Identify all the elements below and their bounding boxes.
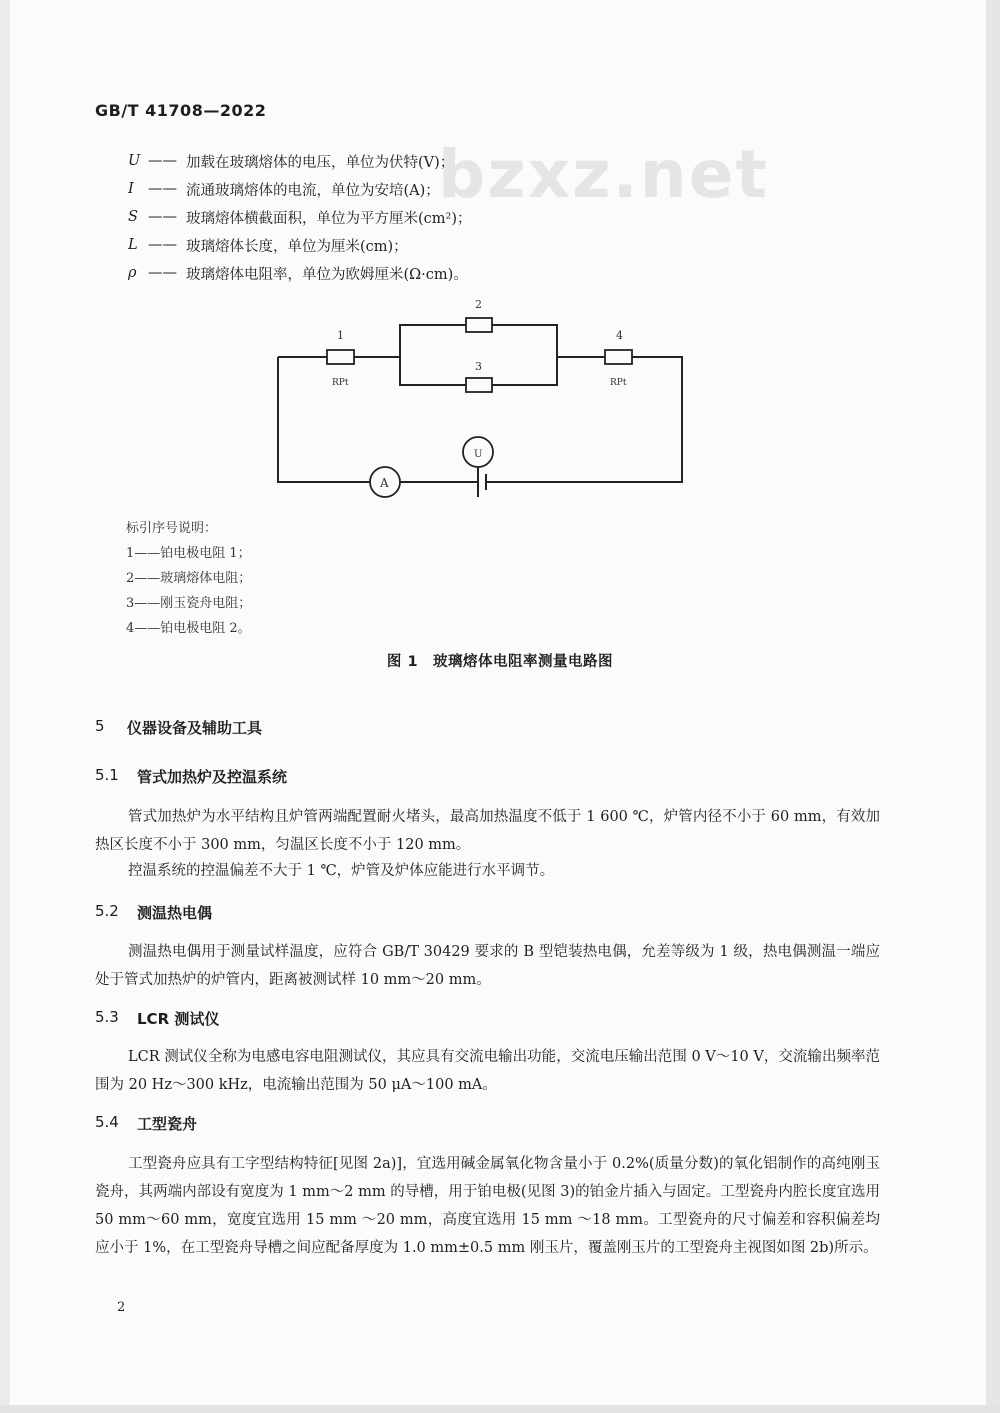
circuit-wire bbox=[486, 357, 682, 482]
variable-symbol: I bbox=[128, 181, 134, 197]
section-number: 5.4 bbox=[95, 1113, 119, 1131]
variable-symbol: U bbox=[128, 153, 141, 169]
circuit-wire bbox=[492, 357, 557, 385]
variable-symbol: S bbox=[128, 209, 138, 225]
section-heading-5-2 bbox=[95, 902, 212, 923]
label-3: 3 bbox=[475, 360, 482, 373]
circuit-diagram bbox=[270, 295, 690, 500]
voltmeter-label: U bbox=[474, 449, 483, 460]
legend-item: 4——铂电极电阻 2。 bbox=[126, 621, 251, 636]
resistor-2 bbox=[466, 318, 492, 332]
section-heading-5-1 bbox=[95, 766, 287, 787]
figure-caption: 图 1 玻璃熔体电阻率测量电路图 bbox=[386, 654, 614, 670]
section-heading-5-4 bbox=[95, 1113, 197, 1134]
page-edge-bottom bbox=[0, 1405, 1000, 1413]
paragraph: 工型瓷舟应具有工字型结构特征[见图 2a)]，宜选用碱金属氧化物含量小于 0.2%(质量分数)的氧化铝制作的高纯刚玉瓷舟，其两端内部设有宽度为 1 mm～2 mm 的导槽，用于铂电极(见图 3)的铂金片插入与固定。工型瓷舟内腔长度宜选用 50 mm～60 mm，宽度宜选用 15 mm ～20 mm，高度宜选用 15 mm ～18 mm。工型瓷舟的尺寸偏差和容积偏差均应小于 1%，在工型瓷舟导槽之间应配备厚度为 1.0 mm±0.5 mm 刚玉片，覆盖刚玉片的工型瓷舟主视图如图 2b)所示。 bbox=[95, 1156, 880, 1256]
section-number: 5 bbox=[95, 717, 105, 735]
variable-definition: 玻璃熔体横截面积，单位为平方厘米(cm²)； bbox=[186, 210, 472, 227]
section-title: 管式加热炉及控温系统 bbox=[137, 768, 288, 786]
label-rpt1: RPt bbox=[332, 378, 349, 388]
legend-item: 1——铂电极电阻 1； bbox=[126, 546, 251, 561]
variable-row bbox=[128, 147, 472, 175]
section-title: 测温热电偶 bbox=[137, 904, 213, 922]
section-number: 5.1 bbox=[95, 766, 119, 784]
variable-dash: —— bbox=[148, 237, 177, 253]
label-1: 1 bbox=[337, 329, 344, 342]
variable-dash: —— bbox=[148, 153, 177, 169]
resistor-3 bbox=[466, 378, 492, 392]
variable-symbol: L bbox=[128, 237, 138, 253]
page-edge-right bbox=[986, 0, 1000, 1413]
circuit-wire bbox=[400, 357, 466, 385]
variable-definition: 加载在玻璃熔体的电压，单位为伏特(V)； bbox=[186, 154, 455, 171]
circuit-wire bbox=[492, 325, 557, 385]
variable-row bbox=[128, 175, 472, 203]
section-heading-5-3 bbox=[95, 1008, 219, 1029]
legend-title: 标引序号说明： bbox=[126, 521, 218, 536]
label-4: 4 bbox=[616, 329, 623, 342]
variable-dash: —— bbox=[148, 265, 177, 281]
standard-code: GB/T 41708—2022 bbox=[95, 101, 267, 120]
variable-dash: —— bbox=[148, 209, 177, 225]
resistor-4 bbox=[605, 350, 632, 364]
variable-row bbox=[128, 259, 472, 287]
section-title: 仪器设备及辅助工具 bbox=[127, 719, 263, 737]
legend-item: 2——玻璃熔体电阻； bbox=[126, 571, 252, 586]
variable-dash: —— bbox=[148, 181, 177, 197]
page-edge-left bbox=[0, 0, 10, 1413]
figure-legend bbox=[126, 516, 251, 641]
variable-definitions bbox=[128, 147, 472, 287]
variable-row bbox=[128, 231, 472, 259]
paragraph: 控温系统的控温偏差不大于 1 ℃，炉管及炉体应能进行水平调节。 bbox=[128, 863, 555, 879]
page-number: 2 bbox=[117, 1300, 126, 1315]
resistor-1 bbox=[327, 350, 354, 364]
ammeter-label: A bbox=[380, 476, 389, 490]
circuit-wire bbox=[400, 325, 466, 385]
legend-item: 3——刚玉瓷舟电阻； bbox=[126, 596, 252, 611]
variable-symbol: ρ bbox=[128, 265, 137, 281]
paragraph: LCR 测试仪全称为电感电容电阻测试仪，其应具有交流电输出功能，交流电压输出范围 0 V～10 V，交流输出频率范围为 20 Hz～300 kHz，电流输出范围为 50 μA～100 mA。 bbox=[95, 1049, 880, 1093]
label-2: 2 bbox=[475, 298, 482, 311]
section-title: LCR 测试仪 bbox=[137, 1010, 220, 1028]
variable-definition: 流通玻璃熔体的电流，单位为安培(A)； bbox=[186, 182, 440, 199]
section-title: 工型瓷舟 bbox=[137, 1115, 198, 1133]
label-rpt2: RPt bbox=[610, 378, 627, 388]
variable-definition: 玻璃熔体长度，单位为厘米(cm)； bbox=[186, 238, 408, 255]
section-number: 5.3 bbox=[95, 1008, 119, 1026]
section-heading-5 bbox=[95, 717, 262, 738]
section-number: 5.2 bbox=[95, 902, 119, 920]
variable-definition: 玻璃熔体电阻率，单位为欧姆厘米(Ω·cm)。 bbox=[186, 266, 468, 283]
paragraph: 管式加热炉为水平结构且炉管两端配置耐火堵头，最高加热温度不低于 1 600 ℃，炉管内径不小于 60 mm，有效加热区长度不小于 300 mm，匀温区长度不小于 120 mm。 bbox=[95, 809, 880, 853]
paragraph: 测温热电偶用于测量试样温度，应符合 GB/T 30429 要求的 B 型铠装热电偶，允差等级为 1 级，热电偶测温一端应处于管式加热炉的炉管内，距离被测试样 10 mm～20 mm。 bbox=[95, 944, 880, 988]
circuit-wire bbox=[278, 357, 370, 482]
watermark: bzxz.net bbox=[438, 136, 770, 213]
variable-row bbox=[128, 203, 472, 231]
